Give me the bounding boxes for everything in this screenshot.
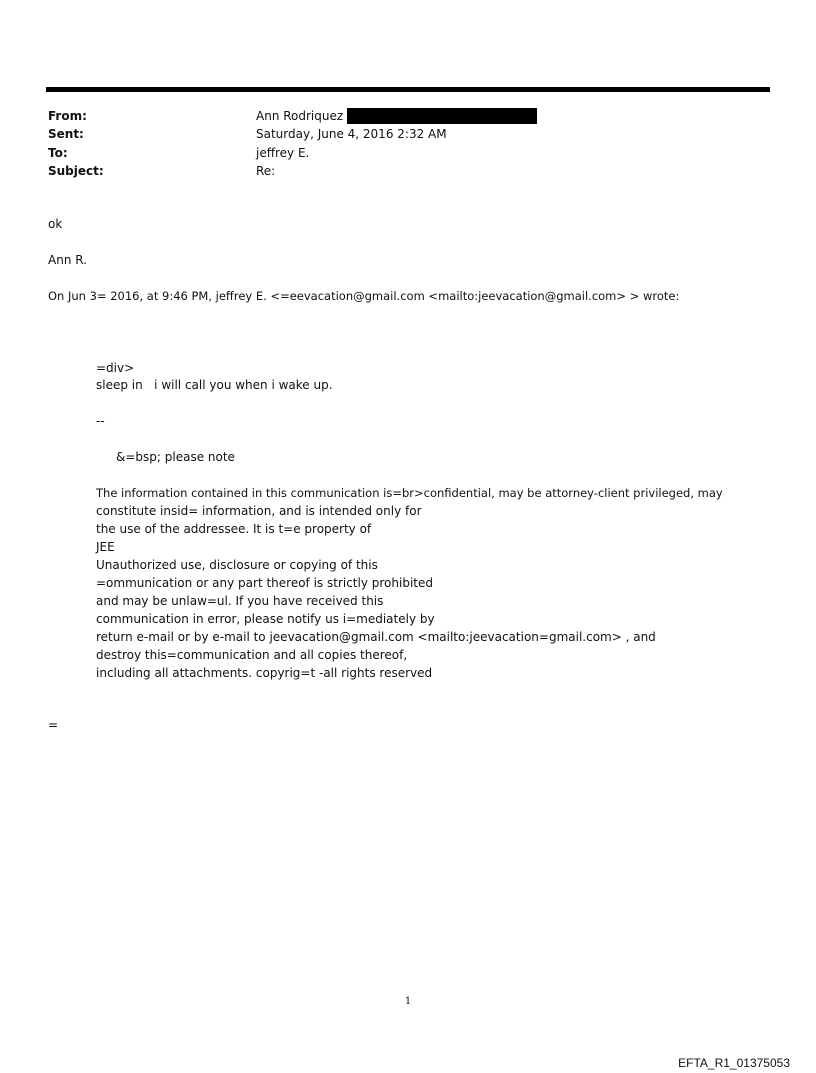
reply-text: ok	[48, 217, 63, 231]
page-number: 1	[404, 996, 412, 1007]
from-name: Ann Rodriquez	[256, 109, 344, 123]
subject-label: Subject:	[48, 164, 104, 178]
disclaimer-line: The information contained in this communication is=br>confidential, may be attorney-client privileged, may	[96, 486, 723, 500]
disclaimer-line: including all attachments. copyrig=t -all rights reserved	[96, 666, 433, 680]
subject-value: Re:	[256, 164, 276, 178]
note: &=bsp; please note	[116, 450, 235, 464]
header-rule	[46, 87, 770, 92]
signature: Ann R.	[48, 253, 87, 267]
trailing-mark: =	[48, 718, 59, 732]
disclaimer-line: destroy this=communication and all copies thereof,	[96, 648, 408, 662]
disclaimer-line: constitute insid= information, and is intended only for	[96, 504, 422, 518]
redaction-block	[347, 108, 537, 124]
separator: --	[96, 414, 105, 428]
to-label: To:	[48, 146, 68, 160]
disclaimer-line: Unauthorized use, disclosure or copying of this	[96, 558, 378, 572]
quote-intro: On Jun 3= 2016, at 9:46 PM, jeffrey E. <=eevacation@gmail.com <mailto:jeevacation@gmail.com> > wrote:	[48, 289, 680, 303]
div-tag: =div>	[96, 361, 135, 375]
bates-number: EFTA_R1_01375053	[678, 1056, 790, 1070]
disclaimer-line: return e-mail or by e-mail to jeevacation@gmail.com <mailto:jeevacation=gmail.com> , and	[96, 630, 656, 644]
disclaimer-line: and may be unlaw=ul. If you have received this	[96, 594, 384, 608]
from-label: From:	[48, 109, 87, 123]
sent-value: Saturday, June 4, 2016 2:32 AM	[256, 127, 447, 141]
disclaimer-line: =ommunication or any part thereof is strictly prohibited	[96, 576, 433, 590]
quoted-message: sleep in i will call you when i wake up.	[96, 378, 333, 392]
disclaimer-line: JEE	[96, 540, 115, 554]
to-value: jeffrey E.	[256, 146, 310, 160]
disclaimer-line: communication in error, please notify us i=mediately by	[96, 612, 435, 626]
from-value	[256, 108, 537, 124]
sent-label: Sent:	[48, 127, 84, 141]
disclaimer-line: the use of the addressee. It is t=e property of	[96, 522, 372, 536]
